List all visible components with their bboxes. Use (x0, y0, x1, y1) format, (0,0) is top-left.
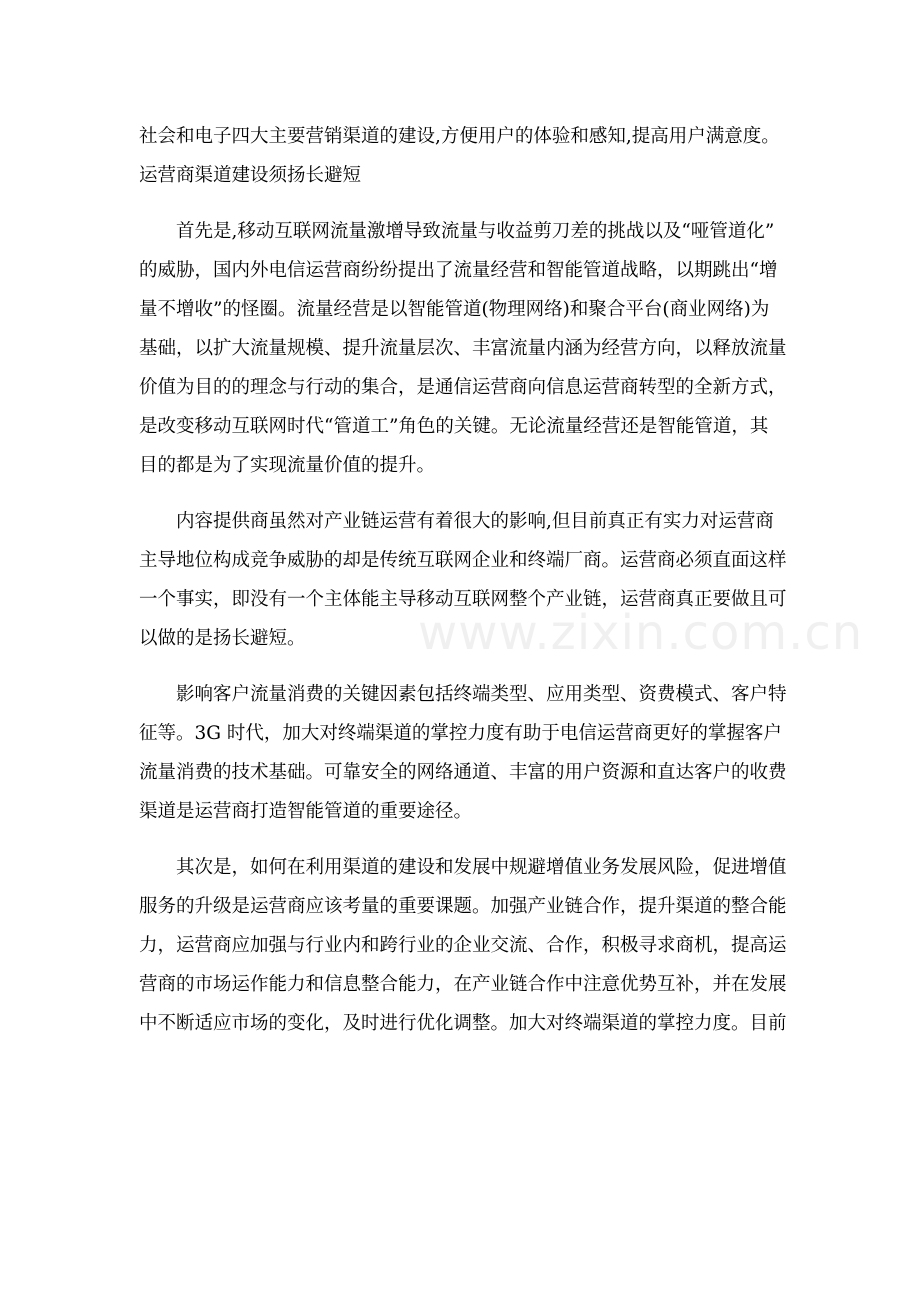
paragraph-line: 征等。3G 时代，加大对终端渠道的掌控力度有助于电信运营商更好的掌握客户 (139, 723, 782, 744)
paragraph-line: 价值为目的的理念与行动的集合，是通信运营商向信息运营商转型的全新方式， (139, 377, 787, 398)
paragraph-line: 以做的是扬长避短。 (139, 628, 306, 649)
watermark-text: www.zixin.com.cn (418, 605, 864, 661)
paragraph-line: 营商的市场运作能力和信息整合能力，在产业链合作中注意优势互补，并在发展 (139, 974, 787, 995)
paragraph-line: 量不增收”的怪圈。流量经营是以智能管道(物理网络)和聚合平台(商业网络)为 (139, 299, 770, 320)
paragraph-line: 力，运营商应加强与行业内和跨行业的企业交流、合作，积极寻求商机，提高运 (139, 935, 787, 956)
paragraph-line: 流量消费的技术基础。可靠安全的网络通道、丰富的用户资源和直达客户的收费 (139, 762, 787, 783)
paragraph-line: 的威胁，国内外电信运营商纷纷提出了流量经营和智能管道战略，以期跳出“增 (139, 260, 778, 281)
paragraph-line: 内容提供商虽然对产业链运营有着很大的影响,但目前真正有实力对运营商 (176, 511, 774, 532)
document-body (139, 117, 796, 1043)
paragraph-line: 目的都是为了实现流量价值的提升。 (139, 455, 436, 476)
paragraph-line: 主导地位构成竞争威胁的却是传统互联网企业和终端厂商。运营商必须直面这样 (139, 550, 787, 571)
paragraph-line: 影响客户流量消费的关键因素包括终端类型、应用类型、资费模式、客户特 (176, 684, 787, 705)
section-heading: 运营商渠道建设须扬长避短 (139, 165, 362, 186)
paragraph-3 (139, 675, 796, 831)
paragraph-1 (139, 212, 796, 485)
paragraph-line: 服务的升级是运营商应该考量的重要课题。加强产业链合作，提升渠道的整合能 (139, 896, 787, 917)
paragraph-line: 中不断适应市场的变化，及时进行优化调整。加大对终端渠道的掌控力度。目前 (139, 1013, 787, 1034)
paragraph-line: 是改变移动互联网时代“管道工”角色的关键。无论流量经营还是智能管道，其 (139, 416, 769, 437)
intro-line: 社会和电子四大主要营销渠道的建设,方便用户的体验和感知,提高用户满意度。 (139, 126, 780, 147)
paragraph-line: 一个事实，即没有一个主体能主导移动互联网整个产业链，运营商真正要做且可 (139, 589, 787, 610)
paragraph-4 (139, 848, 796, 1043)
paragraph-line: 首先是,移动互联网流量激增导致流量与收益剪刀差的挑战以及“哑管道化” (176, 221, 775, 242)
paragraph-line: 其次是，如何在利用渠道的建设和发展中规避增值业务发展风险，促进增值 (176, 857, 787, 878)
paragraph-line: 基础，以扩大流量规模、提升流量层次、丰富流量内涵为经营方向，以释放流量 (139, 338, 787, 359)
paragraph-2 (139, 502, 796, 658)
paragraph-line: 渠道是运营商打造智能管道的重要途径。 (139, 801, 473, 822)
